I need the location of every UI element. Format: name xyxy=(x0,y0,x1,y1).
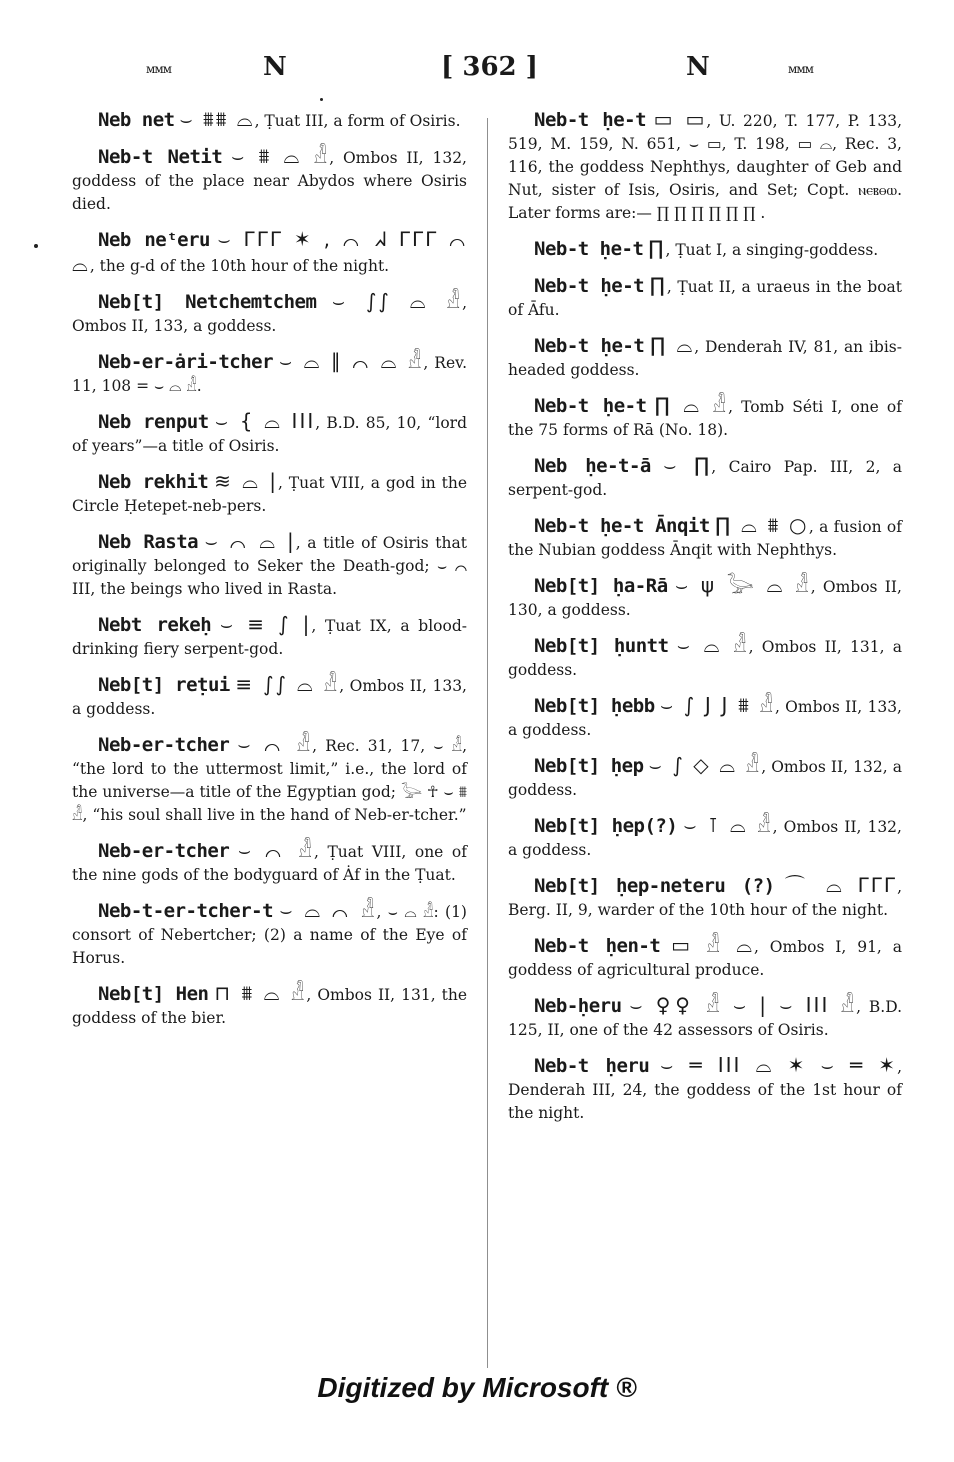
entry-text: , Ṭuat III, a form of Osiris. xyxy=(254,112,461,130)
hieroglyph-group: ⌣ ⌓ ⌒ 𓁐 xyxy=(279,898,377,922)
hieroglyph-group: ⌣ ⩩ ⌓ 𓁐 xyxy=(231,144,330,168)
right-column xyxy=(508,108,902,1137)
hieroglyph-group: ⌣ ∏ xyxy=(663,453,712,477)
entry-headword: Neb renput xyxy=(98,411,209,433)
entry-headword: Neb-er-tcher xyxy=(98,734,230,756)
hieroglyph-group: ⌣ ♀♀ 𓁐 ⌣ | ⌣ III 𓁐 xyxy=(629,993,857,1017)
dictionary-entry xyxy=(508,454,902,502)
entry-headword: Neb neᵗeru xyxy=(98,229,210,251)
entry-headword: Neb[t] ḥep-neteru (?) xyxy=(534,875,775,897)
dictionary-entry xyxy=(508,394,902,442)
entry-text: , Ṭuat II, a uraeus in the boat of Āfu. xyxy=(508,278,902,319)
entry-headword: Neb-t ḥe-t xyxy=(534,275,645,297)
dictionary-entry xyxy=(508,514,902,562)
hieroglyph-group: ⌣ { ⌓ III xyxy=(214,409,316,433)
entry-headword: Neb-t Netit xyxy=(98,146,223,168)
stray-mark xyxy=(320,98,323,101)
entry-text: , Ombos II, 132, a goddess. xyxy=(508,818,902,859)
hieroglyph-group: ⌣ ⌒ ⌓ | xyxy=(204,529,296,553)
hieroglyph-group: ▭ ▭ xyxy=(653,107,707,131)
entry-text: , Ombos II, 133, a goddess. xyxy=(508,698,902,739)
entry-headword: Neb-ḥeru xyxy=(534,995,622,1017)
hieroglyph-group: ≡ ∫∫ ⌓ 𓁐 xyxy=(235,672,340,696)
entry-text: , B.D. 125, II, one of the 42 assessors of Osiris. xyxy=(508,998,903,1039)
page-header xyxy=(0,48,954,88)
dictionary-entry xyxy=(72,673,467,721)
entry-text: , the g-d of the 10th hour of the night. xyxy=(89,257,390,275)
dictionary-entry xyxy=(508,334,902,382)
entry-text: , Ombos II, 131, the goddess of the bier. xyxy=(72,986,468,1027)
entry-headword: Neb-t ḥe-t xyxy=(534,109,647,131)
dictionary-entry xyxy=(72,145,467,216)
entry-text: , Berg. II, 9, warder of the 10th hour of the night. xyxy=(508,878,902,919)
entry-headword: Neb-er-tcher xyxy=(98,840,230,862)
entry-headword: Neb[t] reṭui xyxy=(98,674,230,696)
hieroglyph-group: ⌣ ⌒ 𓁐 xyxy=(237,732,313,756)
hieroglyph-group: ▭ 𓁐 ⌓ xyxy=(671,933,755,957)
hieroglyph-group: ⌣ ∫ ◇ ⌓ 𓁐 xyxy=(648,753,762,777)
hieroglyph-group: ⌒ ⌓ ᒥᒥᒥ xyxy=(784,873,898,897)
hieroglyph-group: ⌣ ⌓ 𓁐 xyxy=(676,633,749,657)
right-header-letter: N xyxy=(686,52,710,82)
dictionary-entry xyxy=(508,934,902,982)
dictionary-entry xyxy=(508,694,902,742)
entry-text: , Rec. 31, 17, ⌣ 𓁐, “the lord to the uttermost limit,” i.e., the lord of the universe—a title of the Egyptian god; 𓅬 ☥ ⌣ ⩩ 𓁐, “his soul shall live in the hand of Neb-er-tcher.” xyxy=(72,737,467,824)
dictionary-entry xyxy=(508,274,902,322)
dictionary-entry xyxy=(508,754,902,802)
left-header-letter: N xyxy=(263,52,287,82)
entry-text: , Ṭuat VIII, one of the nine gods of the bodyguard of Ȧf in the Ṭuat. xyxy=(72,843,467,884)
dictionary-entry xyxy=(508,814,902,862)
entry-text: , Ombos II, 133, a goddess. xyxy=(72,294,467,335)
entry-text: , ⌣ ⌓ 𓁐: (1) consort of Nebertcher; (2) a name of the Eye of Horus. xyxy=(72,903,467,967)
entry-headword: Neb net xyxy=(98,109,175,131)
hieroglyph-group: ⌣ ≡ ∫ | xyxy=(219,612,312,636)
dictionary-entry xyxy=(72,982,467,1030)
dictionary-entry xyxy=(508,994,902,1042)
dictionary-entry xyxy=(508,574,902,622)
left-header-wave: ᴍᴍᴍ xyxy=(146,62,172,76)
digitization-watermark: Digitized by Microsoft ® xyxy=(317,1372,637,1403)
entry-text: , Cairo Pap. III, 2, a serpent-god. xyxy=(508,458,902,499)
entry-headword: Neb rekhit xyxy=(98,471,209,493)
entry-text: , Ombos II, 130, a goddess. xyxy=(508,578,902,619)
entry-headword: Neb-t-er-tcher-t xyxy=(98,900,274,922)
dictionary-entry xyxy=(508,634,902,682)
page-number: [ 362 ] xyxy=(441,52,538,82)
entry-text: , Ṭuat VIII, a god in the Circle Ḥetepet-neb-pers. xyxy=(72,474,468,515)
entry-headword: Neb-t ḥeru xyxy=(534,1055,650,1077)
dictionary-entry xyxy=(72,899,467,970)
entry-headword: Neb-t ḥe-t xyxy=(534,395,647,417)
hieroglyph-group: ⌣ ∫∫ ⌓ 𓁐 xyxy=(331,289,463,313)
entry-headword: Nebt rekeḥ xyxy=(98,614,212,636)
entry-headword: Neb-t ḥe-t Ānqit xyxy=(534,515,710,537)
dictionary-entry xyxy=(72,470,467,518)
hieroglyph-group: ⌣ ᒥᒥᒥ ✶ , ⌒ ᖽ ᒥᒥᒥ ⌒ ⌓ xyxy=(72,227,468,276)
stray-mark xyxy=(34,244,38,248)
entry-text: , U. 220, T. 177, P. 133, 519, M. 159, N. 651, ⌣ ▭, T. 198, ▭ ⌓, Rec. 3, 116, the goddess Nephthys, daughter of Geb and Nut, sister of Isis, Osiris, and Set; Copt. ⲛⲉⲃⲑⲱ. Later forms are:— ∏ ∏ ∏ ∏ ∏ ∏ . xyxy=(508,112,902,222)
entry-text: , Ombos II, 132, goddess of the place near Abydos where Osiris died. xyxy=(72,149,467,213)
hieroglyph-group: ⊓ ⩩ ⌓ 𓁐 xyxy=(214,981,307,1005)
dictionary-entry xyxy=(508,237,902,262)
hieroglyph-group: ⌣ ∫ J J ⩩ 𓁐 xyxy=(659,693,775,717)
hieroglyph-group: ⌣ ⌒ 𓁐 xyxy=(237,838,314,862)
entry-headword: Neb[t] ḥep(?) xyxy=(534,815,678,837)
entry-text: , B.D. 85, 10, “lord of years”—a title of Osiris. xyxy=(72,414,467,455)
entry-text: , Ombos I, 91, a goddess of agricultural produce. xyxy=(508,938,902,979)
hieroglyph-group: ⌣ ═ III ⌓ ✶ ⌣ ═ ✶ xyxy=(660,1053,898,1077)
entry-text: , a fusion of the Nubian goddess Ānqit with Nephthys. xyxy=(508,518,902,559)
dictionary-entry xyxy=(72,228,467,278)
entry-text: , Tomb Séti I, one of the 75 forms of Rā (No. 18). xyxy=(508,398,902,439)
entry-headword: Neb[t] ḥa-Rā xyxy=(534,575,668,597)
entry-headword: Neb[t] ḥebb xyxy=(534,695,655,717)
dictionary-entry xyxy=(72,350,467,398)
entry-text: , Rev. 11, 108 = ⌣ ⌓ 𓁐. xyxy=(72,354,467,395)
entry-headword: Neb-t ḥe-t xyxy=(534,335,645,357)
hieroglyph-group: ⌣ ⩩⩩ ⌓ xyxy=(179,107,255,131)
dictionary-entry xyxy=(72,839,467,887)
entry-headword: Neb ḥe-t-ā xyxy=(534,455,651,477)
entry-text: , Ṭuat I, a singing-goddess. xyxy=(665,241,879,259)
dictionary-entry xyxy=(72,530,467,601)
hieroglyph-group: ⌣ ⌓ ∥ ⌒ ⌓ 𓁐 xyxy=(279,349,424,373)
entry-text: , Ombos II, 132, a goddess. xyxy=(508,758,902,799)
hieroglyph-group: ∏ ⌓ 𓁐 xyxy=(654,393,729,417)
dictionary-entry xyxy=(72,290,467,338)
entry-headword: Neb[t] Hen xyxy=(98,983,209,1005)
dictionary-entry xyxy=(508,1054,902,1125)
hieroglyph-group: ∏ xyxy=(649,273,667,297)
entry-text: , Denderah III, 24, the goddess of the 1st hour of the night. xyxy=(508,1058,902,1122)
entry-headword: Neb[t] Netchemtchem xyxy=(98,291,317,313)
entry-headword: Neb Rasta xyxy=(98,531,199,553)
entry-headword: Neb-t ḥen-t xyxy=(534,935,661,957)
dictionary-entry xyxy=(508,874,902,922)
hieroglyph-group: ≋ ⌓ | xyxy=(214,469,279,493)
hieroglyph-group: ⌣ ⊺ ⌓ 𓁐 xyxy=(683,813,773,837)
hieroglyph-group: ∏ ⌓ xyxy=(650,333,695,357)
entry-text: , a title of Osiris that originally belonged to Seker the Death-god; ⌣ ⌒ III, the beings who lived in Rasta. xyxy=(72,534,467,598)
entry-headword: Neb-t ḥe-t xyxy=(534,238,644,260)
entry-text: , Ṭuat IX, a blood-drinking fiery serpent-god. xyxy=(72,617,467,658)
entry-headword: Neb-er-ȧri-tcher xyxy=(98,351,274,373)
dictionary-entry xyxy=(508,108,902,225)
dictionary-entry xyxy=(72,733,467,827)
dictionary-entry xyxy=(72,108,467,133)
entry-text: , Ombos II, 133, a goddess. xyxy=(72,677,467,718)
entry-text: , Denderah IV, 81, an ibis-headed goddess. xyxy=(508,338,903,379)
dictionary-entry xyxy=(72,613,467,661)
dictionary-entry xyxy=(72,410,467,458)
hieroglyph-group: ⌣ ψ 𓅬 ⌓ 𓁐 xyxy=(674,573,811,597)
entry-headword: Neb[t] ḥuntt xyxy=(534,635,669,657)
entry-text: , Ombos II, 131, a goddess. xyxy=(508,638,902,679)
entry-headword: Neb[t] ḥep xyxy=(534,755,644,777)
column-divider xyxy=(487,118,488,1368)
hieroglyph-group: ∏ ⌓ ⩩ ○ xyxy=(715,513,809,537)
left-column xyxy=(72,108,467,1042)
hieroglyph-group: ∏ xyxy=(648,236,666,260)
right-header-wave: ᴍᴍᴍ xyxy=(788,62,814,76)
